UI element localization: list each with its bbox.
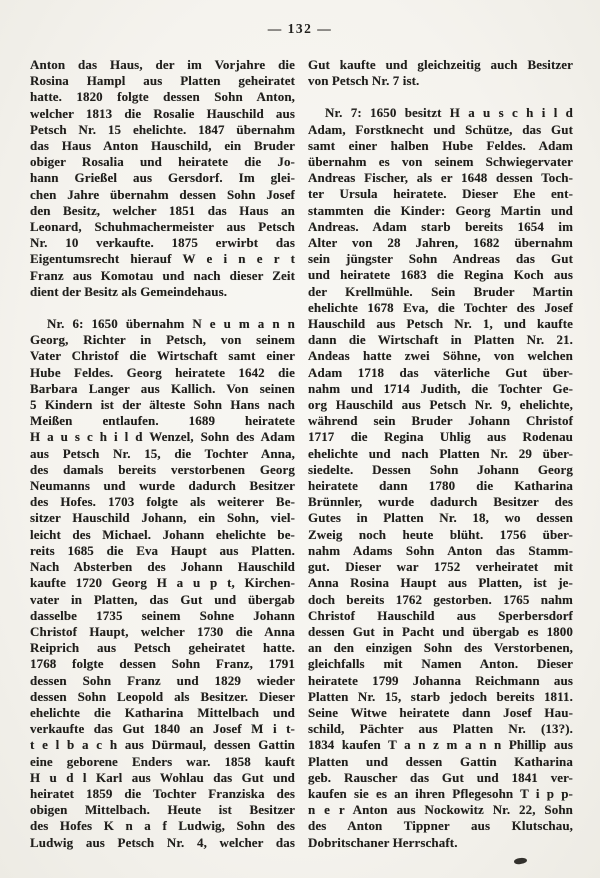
text-line: Petsch Nr. 15 ehelichte. 1847 übernahm	[30, 121, 295, 137]
text-line: verkaufte das Gut 1840 an Josef M i t-	[30, 721, 295, 737]
text-line: den Besitz, welcher 1851 das Haus an	[30, 202, 295, 218]
text-line: der Krellmühle. Sein Bruder Martin	[308, 283, 573, 299]
text-line: Adam, Forstknecht und Schütze, das Gut	[308, 121, 573, 137]
text-line: sein jüngster Sohn Andreas das Gut	[308, 251, 573, 267]
text-line: 1717 die Regina Uhlig aus Rodenau	[308, 429, 573, 445]
text-line: Adam 1718 das väterliche Gut über-	[308, 364, 573, 380]
text-line: stammten die Kinder: Georg Martin und	[308, 202, 573, 218]
text-line: Hube Feldes. Georg heiratete 1642 die	[30, 364, 295, 380]
text-line: dessen Sohn Franz und 1829 wieder	[30, 672, 295, 688]
text-line: H u d l Karl aus Wohlau das Gut und	[30, 769, 295, 785]
text-line: Nach Absterben des Johann Hauschild	[30, 559, 295, 575]
text-line: Andreas Fischer, als er 1648 dessen Toch-	[308, 170, 573, 186]
text-line: kaufte 1720 Georg H a u p t, Kirchen-	[30, 575, 295, 591]
text-line: geb. Rauscher das Gut und 1841 ver-	[308, 769, 573, 785]
text-line: hatte. 1820 folgte dessen Sohn Anton,	[30, 89, 295, 105]
text-line: Barbara Langer aus Kallich. Von seinen	[30, 380, 295, 396]
text-line: Dobritschaner Herrschaft.	[308, 834, 458, 850]
text-line: kaufen sie es an ihren Pflegesohn T i p p-	[308, 785, 573, 801]
text-line: Neumanns und wurde dadurch Besitzer	[30, 478, 295, 494]
paragraph	[308, 105, 573, 850]
text-line: Eigentumsrecht hierauf W e i n e r t	[30, 251, 295, 267]
text-line: des Hofes. 1703 folgte als weiterer Be-	[30, 494, 295, 510]
text-line: leicht des Michael. Johann ehelichte be-	[30, 526, 295, 542]
text-line: reits 1685 die Eva Haupt aus Platten.	[30, 542, 295, 558]
text-line: heiratete dann 1780 die Katharina	[308, 478, 573, 494]
text-line: Rosina Hampl aus Platten geheiratet	[30, 73, 295, 89]
text-line: 1834 kaufen T a n z m a n n Phillip aus	[308, 737, 573, 753]
text-line: obigen Mittelbach. Heute ist Besitzer	[30, 802, 295, 818]
text-line: gleichfalls mit Namen Anton. Dieser	[308, 656, 573, 672]
text-line: Hauschild aus Petsch Nr. 1, und kaufte	[308, 316, 573, 332]
text-line: schild, Pächter aus Platten Nr. (13?).	[308, 721, 573, 737]
text-line: Vater Christof die Wirtschaft samt einer	[30, 348, 295, 364]
text-line: dessen Gut in Pacht und übergab es 1800	[308, 623, 573, 639]
text-line: vater in Platten, das Gut und übergab	[30, 591, 295, 607]
text-line: Ludwig aus Petsch Nr. 4, welcher das	[30, 834, 295, 850]
text-line: Brünnler, wurde dadurch Besitzer des	[308, 494, 573, 510]
paragraph	[30, 316, 295, 851]
text-line: Alter von 28 Jahren, 1682 übernahm	[308, 235, 573, 251]
text-line: 5 Kindern ist der älteste Sohn Hans nach	[30, 397, 295, 413]
text-line: nahm und 1714 Judith, die Tochter Ge-	[308, 380, 573, 396]
paragraph	[30, 57, 295, 300]
text-line: und heiratete 1683 die Regina Koch aus	[308, 267, 573, 283]
text-line: dient der Besitz als Gemeindehaus.	[30, 283, 228, 299]
text-line: dann die Wirtschaft in Platten Nr. 21.	[308, 332, 573, 348]
text-line: des Hofes K n a f Ludwig, Sohn des	[30, 818, 295, 834]
text-line: Christof Haupt, welcher 1730 die Anna	[30, 623, 295, 639]
text-line: Platten und dessen Gattin Katharina	[308, 753, 573, 769]
text-line: Seine Witwe heiratete dann Josef Hau-	[308, 704, 573, 720]
text-line: Christof Hauschild aus Sperbersdorf	[308, 607, 573, 623]
text-line: Nr. 6: 1650 übernahm N e u m a n n	[47, 316, 295, 332]
text-column-left	[30, 57, 295, 851]
text-line: Nr. 10 verkaufte. 1875 erwirbt das	[30, 235, 295, 251]
text-line: ter Ursula heiratete. Dieser Ehe ent-	[308, 186, 573, 202]
text-line: Leonard, Schuhmachermeister aus Petsch	[30, 219, 295, 235]
text-line: Gut kaufte und gleichzeitig auch Besitzer	[308, 57, 573, 72]
text-line: von Petsch Nr. 7 ist.	[308, 73, 420, 89]
text-line: Reiprich aus Petsch geheiratet hatte.	[30, 640, 295, 656]
text-line: ehelichte 1678 Eva, die Tochter des Josef	[308, 299, 573, 315]
page-number: — 132 —	[267, 21, 333, 36]
text-line: sitzer Hauschild Johann, ein Sohn, viel-	[30, 510, 295, 526]
text-line: Platten Nr. 15, starb jedoch bereits 1811.	[308, 688, 573, 704]
text-line: aus Petsch Nr. 15, die Tochter Anna,	[30, 445, 295, 461]
text-line: Andeas hatte zwei Söhne, von welchen	[308, 348, 573, 364]
text-line: heiratete 1799 Johanna Reichmann aus	[308, 672, 573, 688]
text-line: samt einer halben Hube Feldes. Adam	[308, 137, 573, 153]
text-line: doch bereits 1762 gestorben. 1765 nahm	[308, 591, 573, 607]
ink-blot-artifact	[514, 857, 528, 865]
text-line: Gutes in Platten Nr. 18, wo dessen	[308, 510, 573, 526]
text-line: des Anton Tippner aus Klutschau,	[308, 818, 573, 834]
text-line: ehelichte die Katharina Mittelbach und	[30, 704, 295, 720]
text-line: Nr. 7: 1650 besitzt H a u s c h i l d	[325, 105, 573, 121]
text-line: 1768 folgte dessen Sohn Franz, 1791	[30, 656, 295, 672]
text-line: während sein Bruder Johann Christof	[308, 413, 573, 429]
text-line: dessen Sohn Leopold als Besitzer. Dieser	[30, 688, 295, 704]
text-line: Meißen entlaufen. 1689 heiratete	[30, 413, 295, 429]
text-line: chen Jahre übernahm dessen Sohn Josef	[30, 186, 295, 202]
text-line: übernahm es von seinem Schwiegervater	[308, 154, 573, 170]
text-line: heiratet 1859 die Tochter Franziska des	[30, 785, 295, 801]
text-line: obiger Rosalia und heiratete die Jo-	[30, 154, 295, 170]
text-line: dasselbe 1735 seinem Sohne Johann	[30, 607, 295, 623]
text-line: eine geborene Enders war. 1858 kauft	[30, 753, 295, 769]
text-line: Georg, Richter in Petsch, von seinem	[30, 332, 295, 348]
text-line: t e l b a c h aus Dürmaul, dessen Gattin	[30, 737, 295, 753]
text-line: an den einzigen Sohn des Verstorbenen,	[308, 640, 573, 656]
text-line: Andreas. Adam starb bereits 1654 im	[308, 218, 573, 234]
text-line: hann Grießel aus Gersdorf. Im glei-	[30, 170, 295, 186]
text-line: nahm Adams Sohn Anton das Stamm-	[308, 542, 573, 558]
text-line: Franz aus Komotau und nach dieser Zeit	[30, 267, 295, 283]
text-line: ehelichte und nach Platten Nr. 29 über-	[308, 445, 573, 461]
text-line: Anna Rosina Haupt aus Platten, ist je-	[308, 575, 573, 591]
text-line: siedelte. Dessen Sohn Johann Georg	[308, 461, 573, 477]
text-line: welcher 1813 die Rosalie Hauschild aus	[30, 105, 295, 121]
text-line: das Haus Anton Hauschild, ein Bruder	[30, 138, 295, 154]
text-column-right	[308, 57, 573, 851]
text-line: Zweig noch heute blüht. 1756 über-	[308, 526, 573, 542]
text-line: des damals bereits verstorbenen Georg	[30, 461, 295, 477]
text-line: n e r Anton aus Nockowitz Nr. 22, Sohn	[308, 802, 573, 818]
text-line: H a u s c h i l d Wenzel, Sohn des Adam	[30, 429, 295, 445]
text-line: org Hauschild aus Petsch Nr. 9, ehelichte,	[308, 397, 573, 413]
paragraph	[308, 57, 573, 89]
text-line: Anton das Haus, der im Vorjahre die	[30, 57, 295, 72]
text-columns	[30, 57, 572, 851]
text-line: gut. Dieser war 1752 verheiratet mit	[308, 559, 573, 575]
